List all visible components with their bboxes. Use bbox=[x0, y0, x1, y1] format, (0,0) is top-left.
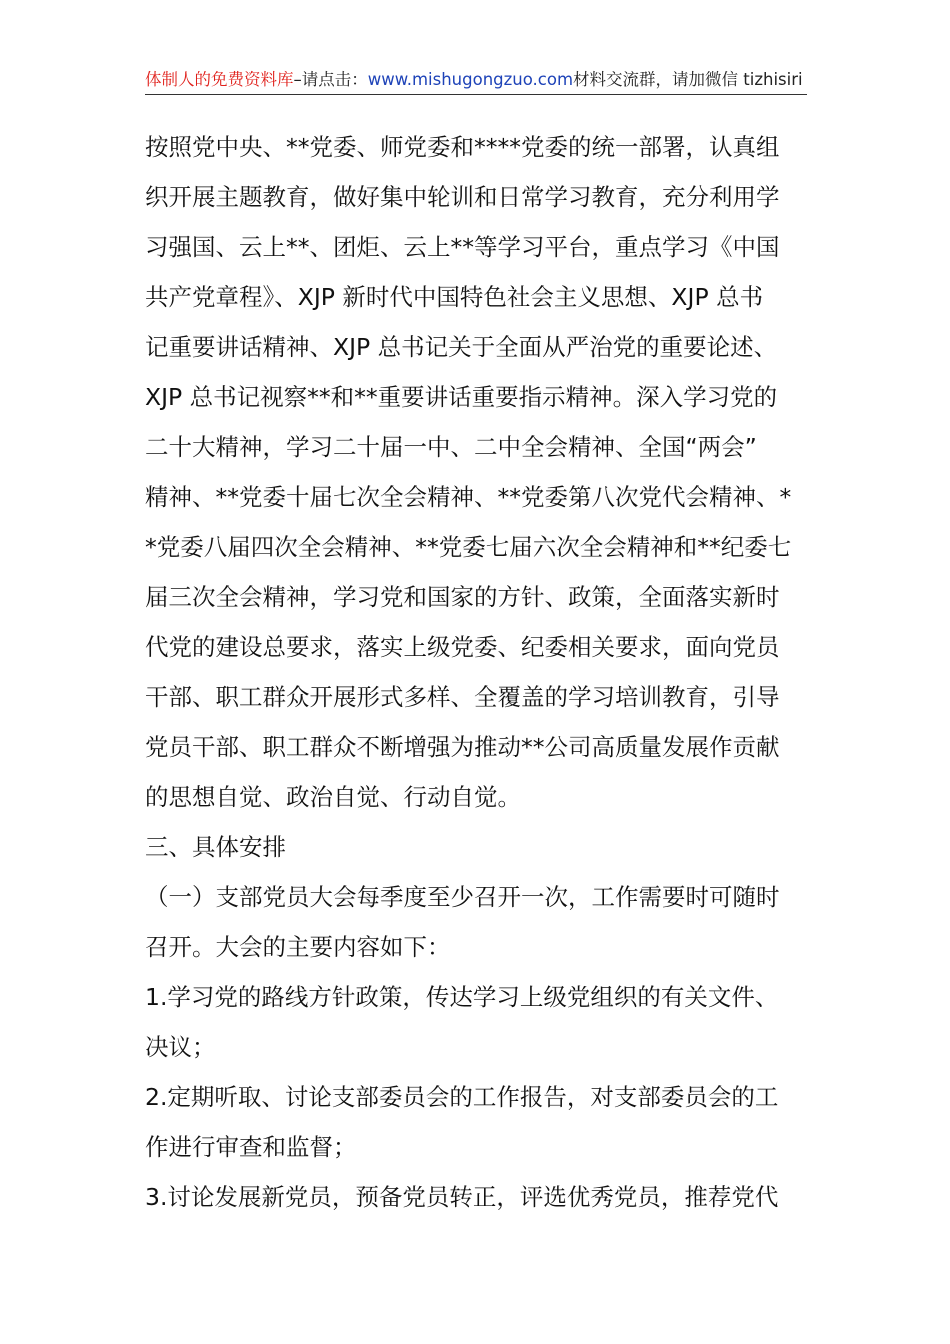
header-prompt: –请点击： bbox=[293, 70, 368, 89]
list-item-line: 1.学习党的路线方针政策，传达学习上级党组织的有关文件、 bbox=[145, 983, 779, 1011]
body-line: 届三次全会精神，学习党和国家的方针、政策，全面落实新时 bbox=[145, 583, 780, 611]
list-item-line: 作进行审查和监督； bbox=[145, 1133, 357, 1161]
body-line: *党委八届四次全会精神、**党委七届六次全会精神和**纪委七 bbox=[145, 533, 792, 561]
list-item-line: 2.定期听取、讨论支部委员会的工作报告，对支部委员会的工 bbox=[145, 1083, 779, 1111]
list-item-line: 决议； bbox=[145, 1033, 216, 1061]
body-line: 二十大精神，学习二十届一中、二中全会精神、全国“两会” bbox=[145, 433, 757, 461]
page-header bbox=[145, 66, 807, 95]
header-url-link[interactable]: www.mishugongzuo.com bbox=[367, 70, 574, 89]
body-line: 记重要讲话精神、XJP 总书记关于全面从严治党的重要论述、 bbox=[145, 333, 778, 361]
body-line: 的思想自觉、政治自觉、行动自觉。 bbox=[145, 783, 521, 811]
body-line: 代党的建设总要求，落实上级党委、纪委相关要求，面向党员 bbox=[145, 633, 780, 661]
document-body bbox=[145, 122, 807, 1222]
body-line: 党员干部、职工群众不断增强为推动**公司高质量发展作贡献 bbox=[145, 733, 780, 761]
body-line: 织开展主题教育，做好集中轮训和日常学习教育，充分利用学 bbox=[145, 183, 780, 211]
header-brand: 体制人的免费资料库 bbox=[145, 70, 294, 89]
body-line: 按照党中央、**党委、师党委和****党委的统一部署，认真组 bbox=[145, 133, 780, 161]
body-line: 习强国、云上**、团炬、云上**等学习平台，重点学习《中国 bbox=[145, 233, 780, 261]
body-line: 干部、职工群众开展形式多样、全覆盖的学习培训教育，引导 bbox=[145, 683, 780, 711]
body-line: 召开。大会的主要内容如下： bbox=[145, 933, 451, 961]
body-line: XJP 总书记视察**和**重要讲话重要指示精神。深入学习党的 bbox=[145, 383, 778, 411]
body-line: 共产党章程》、XJP 新时代中国特色社会主义思想、XJP 总书 bbox=[145, 283, 764, 311]
list-item-line: 3.讨论发展新党员，预备党员转正，评选优秀党员，推荐党代 bbox=[145, 1183, 779, 1211]
section-heading: 三、具体安排 bbox=[145, 833, 286, 861]
body-line: （一）支部党员大会每季度至少召开一次，工作需要时可随时 bbox=[145, 883, 780, 911]
header-note: 材料交流群，请加微信 tizhisiri bbox=[573, 70, 803, 89]
body-line: 精神、**党委十届七次全会精神、**党委第八次党代会精神、* bbox=[145, 483, 792, 511]
